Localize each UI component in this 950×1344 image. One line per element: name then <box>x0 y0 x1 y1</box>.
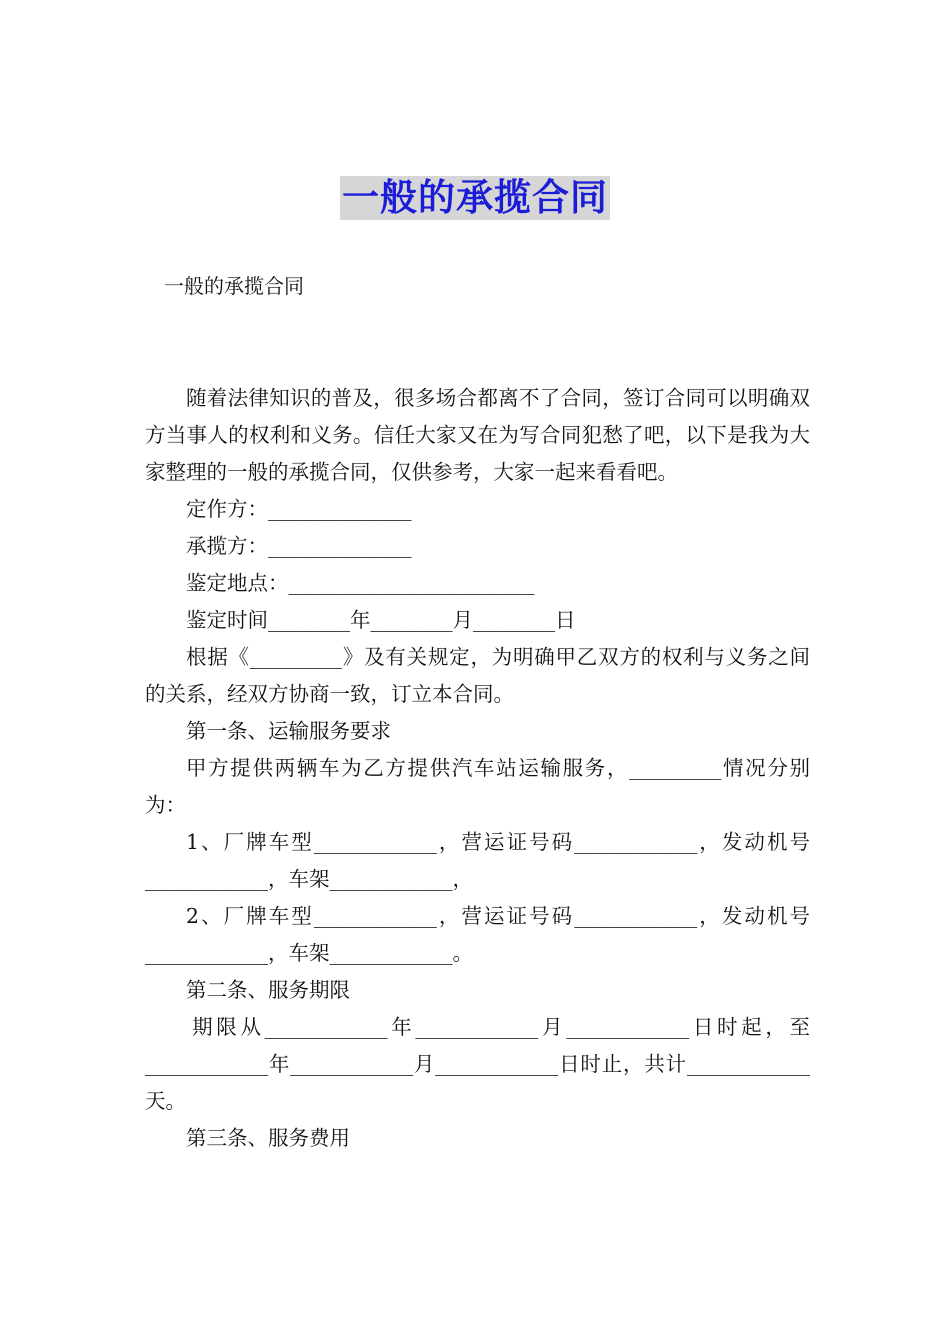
signing-place-line: 鉴定地点：________________________ <box>186 571 535 595</box>
signing-date-line: 鉴定时间________年________月________日 <box>186 608 576 632</box>
document-body <box>145 380 810 1157</box>
service-period-paragraph: 期限从____________年____________月____________日时起，至____________年____________月____________日时止，共计____________天。 <box>145 1015 810 1113</box>
orderer-line: 定作方：______________ <box>186 497 412 521</box>
vehicle-1-paragraph: 1、厂牌车型____________，营运证号码____________，发动机号____________，车架____________， <box>145 830 810 891</box>
intro-paragraph: 随着法律知识的普及，很多场合都离不了合同，签订合同可以明确双方当事人的权利和义务。信任大家又在为写合同犯愁了吧，以下是我为大家整理的一般的承揽合同，仅供参考，大家一起来看看吧。 <box>145 386 810 484</box>
document-subtitle: 一般的承揽合同 <box>164 274 304 298</box>
legal-basis-paragraph: 根据《_________》及有关规定，为明确甲乙双方的权利与义务之间的关系，经双方协商一致，订立本合同。 <box>145 645 810 706</box>
article-1-heading: 第一条、运输服务要求 <box>186 719 391 743</box>
contractor-line: 承揽方：______________ <box>186 534 412 558</box>
article-1-paragraph: 甲方提供两辆车为乙方提供汽车站运输服务，_________情况分别为： <box>145 756 810 817</box>
article-3-heading: 第三条、服务费用 <box>186 1126 350 1150</box>
article-2-heading: 第二条、服务期限 <box>186 978 350 1002</box>
title-container <box>0 176 950 220</box>
document-title: 一般的承揽合同 <box>342 176 608 219</box>
vehicle-2-paragraph: 2、厂牌车型____________，营运证号码____________，发动机号____________，车架____________。 <box>145 904 810 965</box>
